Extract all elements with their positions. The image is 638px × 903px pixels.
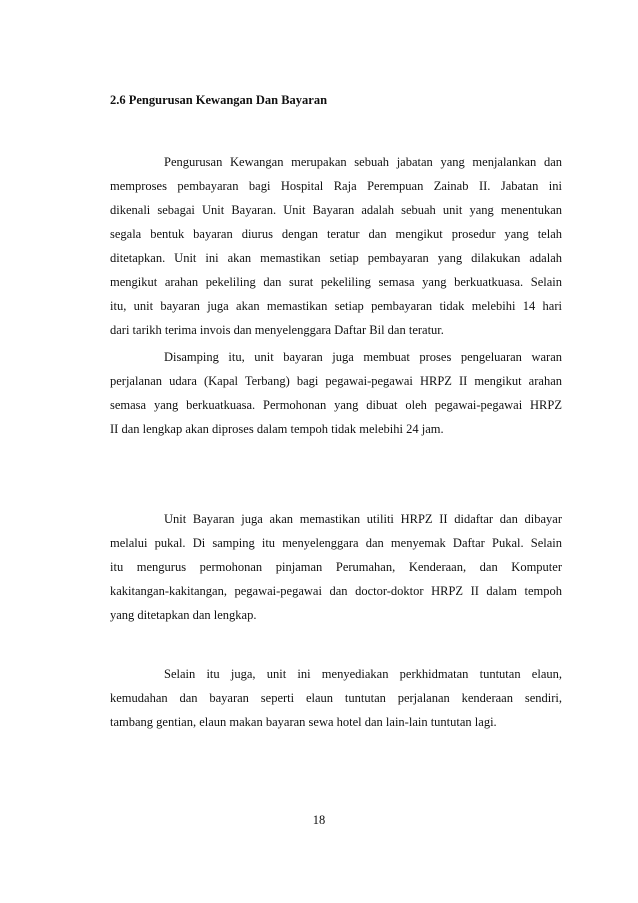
paragraph-3: [110, 507, 562, 627]
paragraph-1: [110, 150, 562, 342]
paragraph-line: itu mengurus permohonan pinjaman Perumahan, Kenderaan, dan Komputer: [110, 560, 562, 574]
paragraph-line: melalui pukal. Di samping itu menyelenggara dan menyemak Daftar Pukal. Selain: [110, 536, 562, 550]
paragraph-line: tambang gentian, elaun makan bayaran sewa hotel dan lain-lain tuntutan lagi.: [110, 715, 497, 729]
paragraph-line: dari tarikh terima invois dan menyelenggara Daftar Bil dan teratur.: [110, 323, 444, 337]
paragraph-line: Pengurusan Kewangan merupakan sebuah jabatan yang menjalankan dan: [164, 155, 562, 169]
paragraph-line: mengikut arahan pekeliling dan surat pekeliling semasa yang berkuatkuasa. Selain: [110, 275, 562, 289]
paragraph-line: Selain itu juga, unit ini menyediakan perkhidmatan tuntutan elaun,: [164, 667, 562, 681]
paragraph-line: ditetapkan. Unit ini akan memastikan setiap pembayaran yang dilakukan adalah: [110, 251, 562, 265]
paragraph-line: memproses pembayaran bagi Hospital Raja Perempuan Zainab II. Jabatan ini: [110, 179, 562, 193]
paragraph-line: semasa yang berkuatkuasa. Permohonan yang dibuat oleh pegawai-pegawai HRPZ: [110, 398, 562, 412]
paragraph-4: [110, 662, 562, 734]
paragraph-line: itu, unit bayaran juga akan memastikan setiap pembayaran tidak melebihi 14 hari: [110, 299, 562, 313]
paragraph-line: yang ditetapkan dan lengkap.: [110, 608, 257, 622]
paragraph-line: kakitangan-kakitangan, pegawai-pegawai dan doctor-doktor HRPZ II dalam tempoh: [110, 584, 562, 598]
paragraph-line: Unit Bayaran juga akan memastikan utiliti HRPZ II didaftar dan dibayar: [164, 512, 562, 526]
paragraph-line: kemudahan dan bayaran seperti elaun tuntutan perjalanan kenderaan sendiri,: [110, 691, 562, 705]
paragraph-line: perjalanan udara (Kapal Terbang) bagi pegawai-pegawai HRPZ II mengikut arahan: [110, 374, 562, 388]
page-number: 18: [312, 813, 326, 827]
paragraph-line: II dan lengkap akan diproses dalam tempoh tidak melebihi 24 jam.: [110, 422, 444, 436]
paragraph-2: [110, 345, 562, 441]
paragraph-line: dikenali sebagai Unit Bayaran. Unit Bayaran adalah sebuah unit yang menentukan: [110, 203, 562, 217]
section-heading: 2.6 Pengurusan Kewangan Dan Bayaran: [110, 93, 328, 107]
paragraph-line: Disamping itu, unit bayaran juga membuat proses pengeluaran waran: [164, 350, 562, 364]
paragraph-line: segala bentuk bayaran diurus dengan teratur dan mengikut prosedur yang telah: [110, 227, 562, 241]
